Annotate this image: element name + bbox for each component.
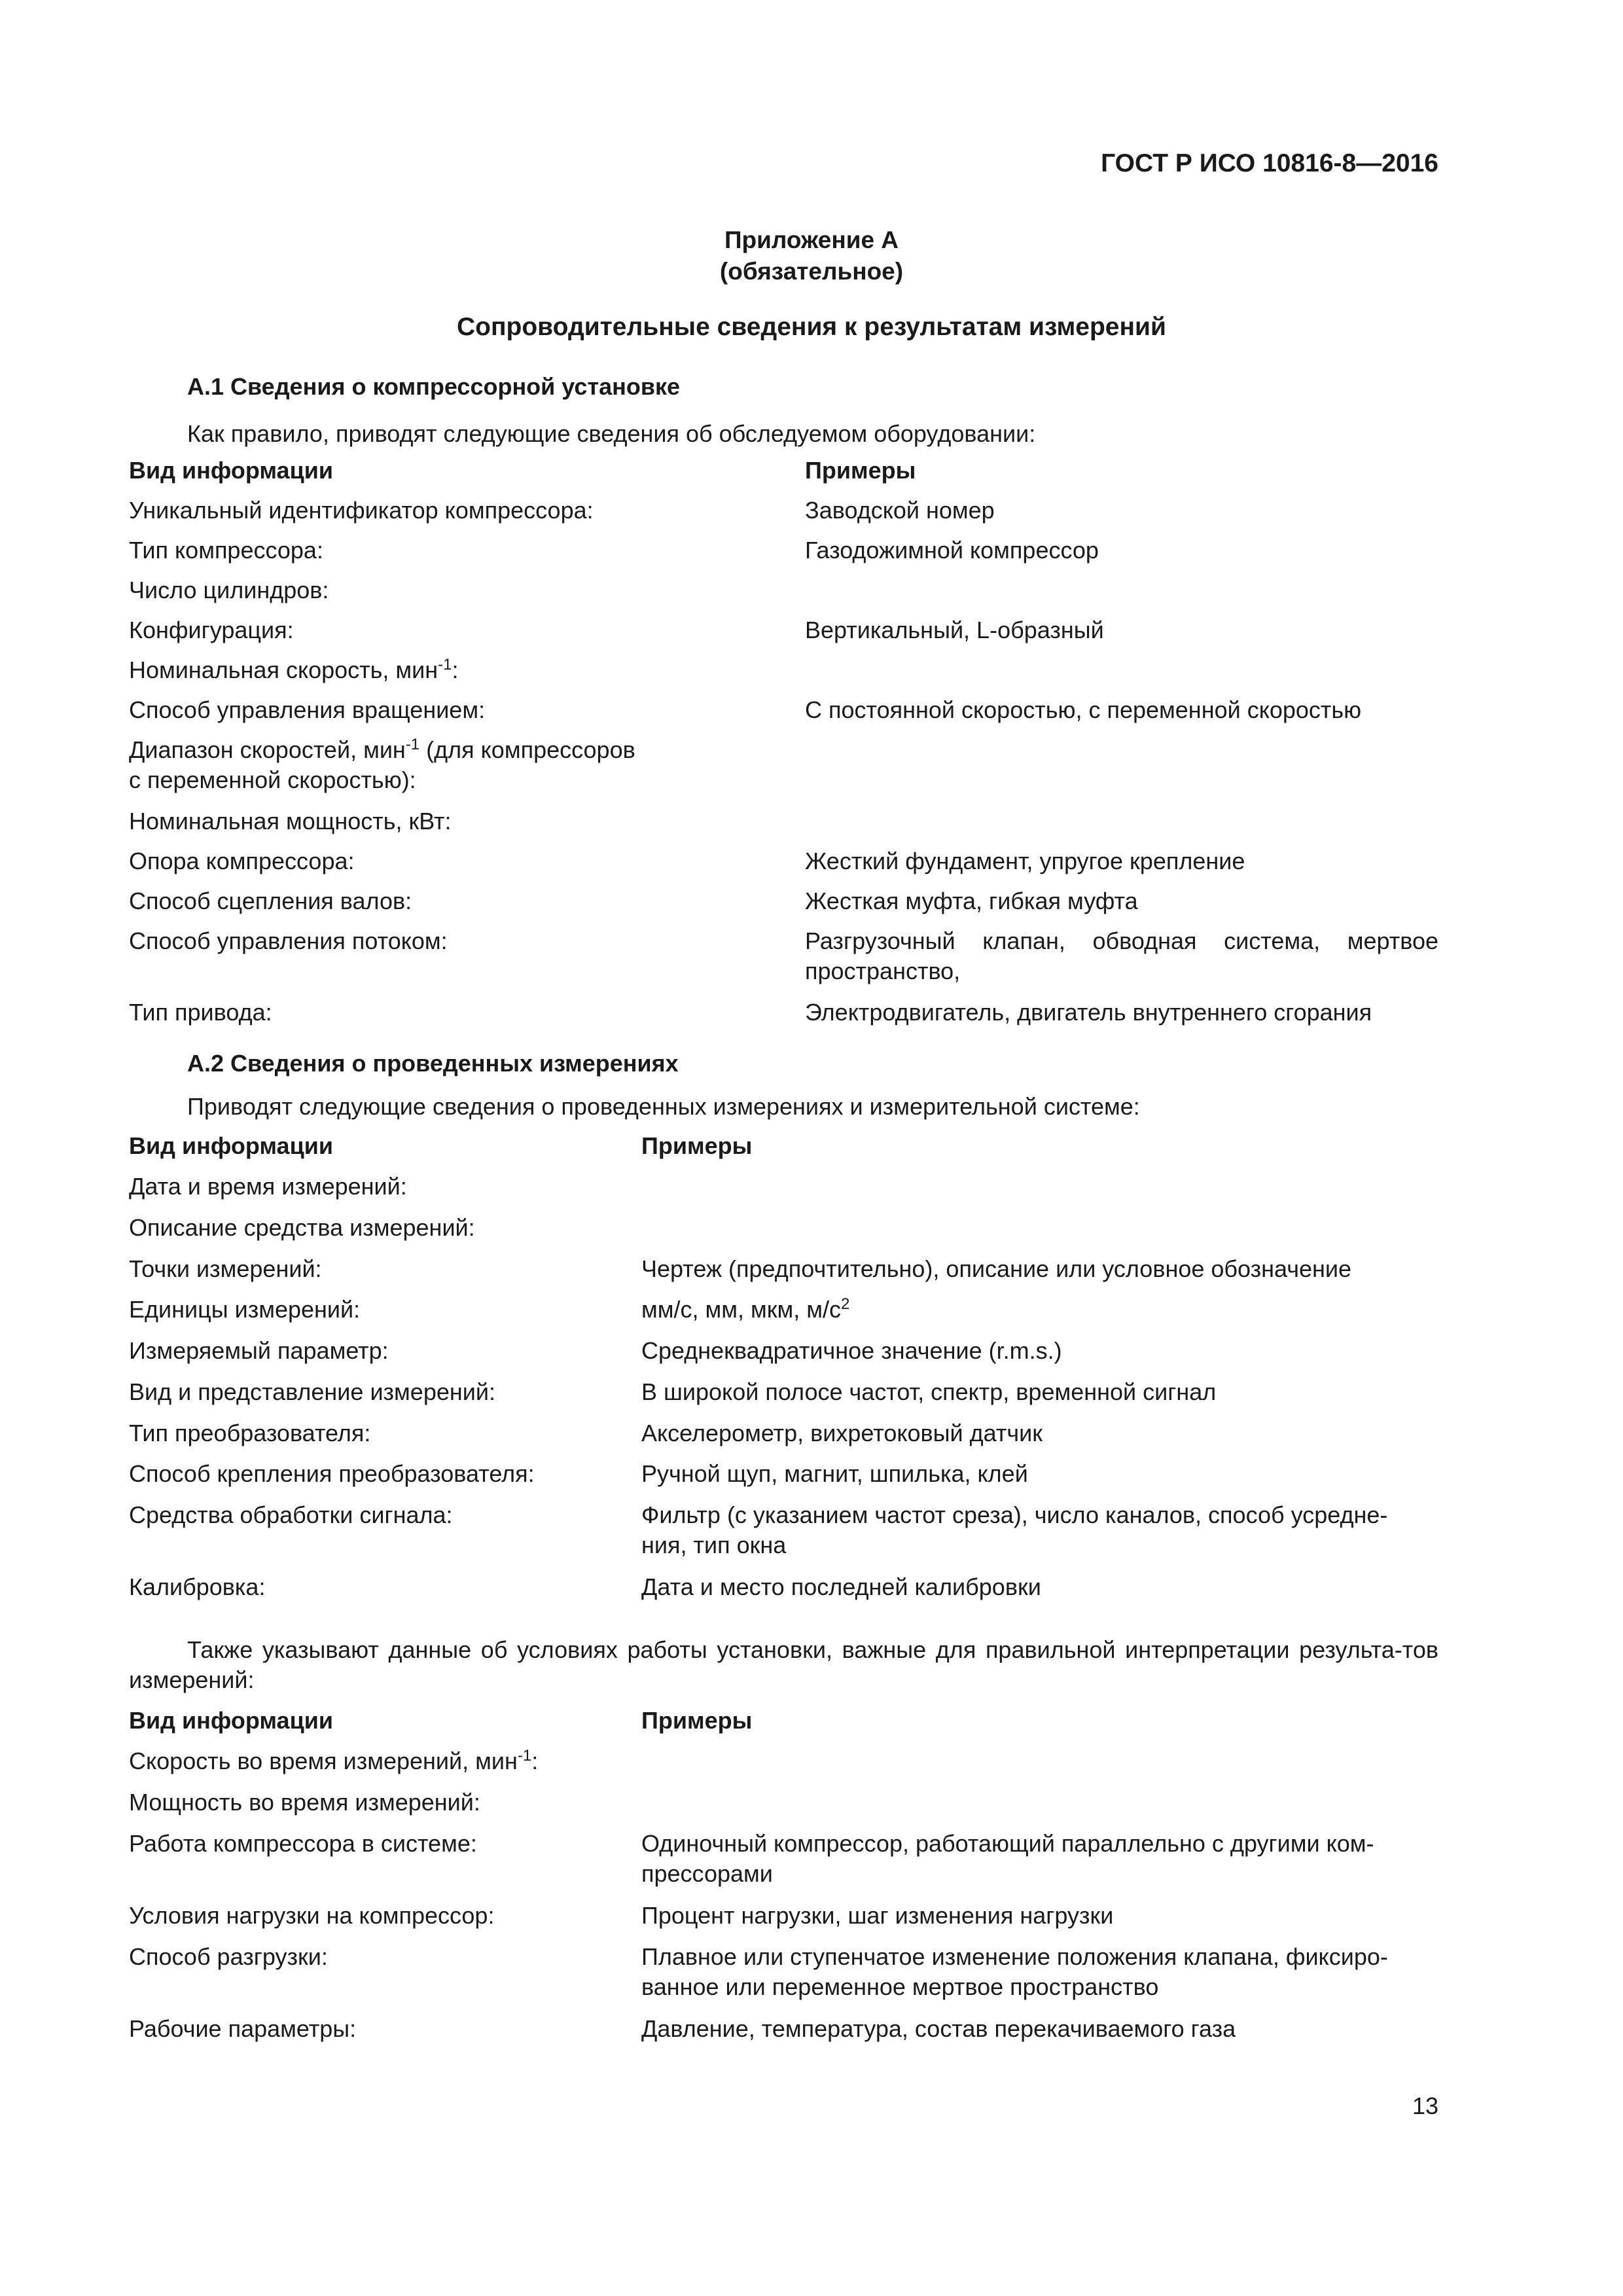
appendix-status: (обязательное): [719, 258, 904, 285]
column-header-info: Вид информации: [129, 457, 333, 484]
column-header-info: Вид информации: [129, 1707, 333, 1734]
document-page: ГОСТ Р ИСО 10816-8—2016 Приложение А (обязательное) Сопроводительные сведения к результатам измерений А.1 Сведения о компрессорной установке Как правило, приводят следующие сведения об обследуемом оборудовании: Вид информации Примеры Уникальный идентификатор компрессора: Заводской номер Тип компрессора: Газодожимной компрессор Число цилиндров: Конфигурация: Вертикальный, L-образный Номинальная скорость, мин$^{-1}$: Способ управления вращением: С постоянной скоростью, с переменной скоростью Диапазон скоростей, мин$^{-1}$ (для компрессоров с переменной скоростью): Номинальная мощность, кВт: Опора компрессора: Жесткий фундамент, упругое крепление Способ сцепления валов: Жесткая муфта, гибкая муфта Способ управления потоком: Разгрузочный клапан, обводная система, мертвое пространство, Тип привода: Электродвигатель, двигатель внутреннего сгорания А.2 Сведения о проведенных измерениях Приводят следующие сведения о проведенных измерениях и измерительной системе: Вид информации Примеры Дата и время измерений: Описание средства измерений: Точки измерений: Чертеж (предпочтительно), описание или условное обозначение Единицы измерений: мм/с, мм, мкм, $м/с^2$ Измеряемый параметр: Среднеквадратичное значение (r.m.s.) Вид и представление измерений: В широкой полосе частот, спектр, временной сигнал Тип преобразователя: Акселерометр, вихретоковый датчик Способ крепления преобразователя: Ручной щуп, магнит, шпилька, клей Средства обработки сигнала: Фильтр (с указанием частот среза), число каналов, способ усредне- ния, тип окна Калибровка: Дата и место последней калибровки Также указывают данные об условиях работы установки, важные для правильной интерпретации результа-тов измерений: Вид информации Примеры Скорость во время измерений, мин$^{-1}$: Мощность во время измерений: Работа компрессора в системе: Одиночный компрессор, работающий параллельно с другими ком- прессорами Условия нагрузки на компрессор: Процент нагрузки, шаг изменения нагрузки Способ разгрузки: Плавное или ступенчатое изменение положения клапана, фиксиро- ванное или переменное мертвое пространство Рабочие параметры: Давление, температура, состав перекачиваемого газа 13: [0, 0, 1623, 2296]
column-header-info: Вид информации: [129, 1132, 333, 1159]
column-header-examples: Примеры: [641, 1707, 753, 1734]
column-header-examples: Примеры: [805, 457, 916, 484]
main-title: Сопроводительные сведения к результатам измерений: [456, 313, 1167, 341]
section-a2-title: А.2 Сведения о проведенных измерениях: [187, 1050, 679, 1077]
column-header-examples: Примеры: [641, 1132, 753, 1159]
section-a1-intro: Как правило, приводят следующие сведения об обследуемом оборудовании:: [187, 420, 1036, 447]
operating-conditions-intro: Также указывают данные об условиях работы установки, важные для правильной интерпретации результа-тов измерений:: [129, 1636, 1438, 1693]
document-code: ГОСТ Р ИСО 10816-8—2016: [1101, 149, 1438, 177]
section-a2-intro: Приводят следующие сведения о проведенных измерениях и измерительной системе:: [187, 1093, 1140, 1120]
page-number: 13: [1412, 2092, 1438, 2119]
section-a1-title: А.1 Сведения о компрессорной установке: [187, 373, 681, 400]
appendix-title: Приложение А: [724, 226, 899, 253]
